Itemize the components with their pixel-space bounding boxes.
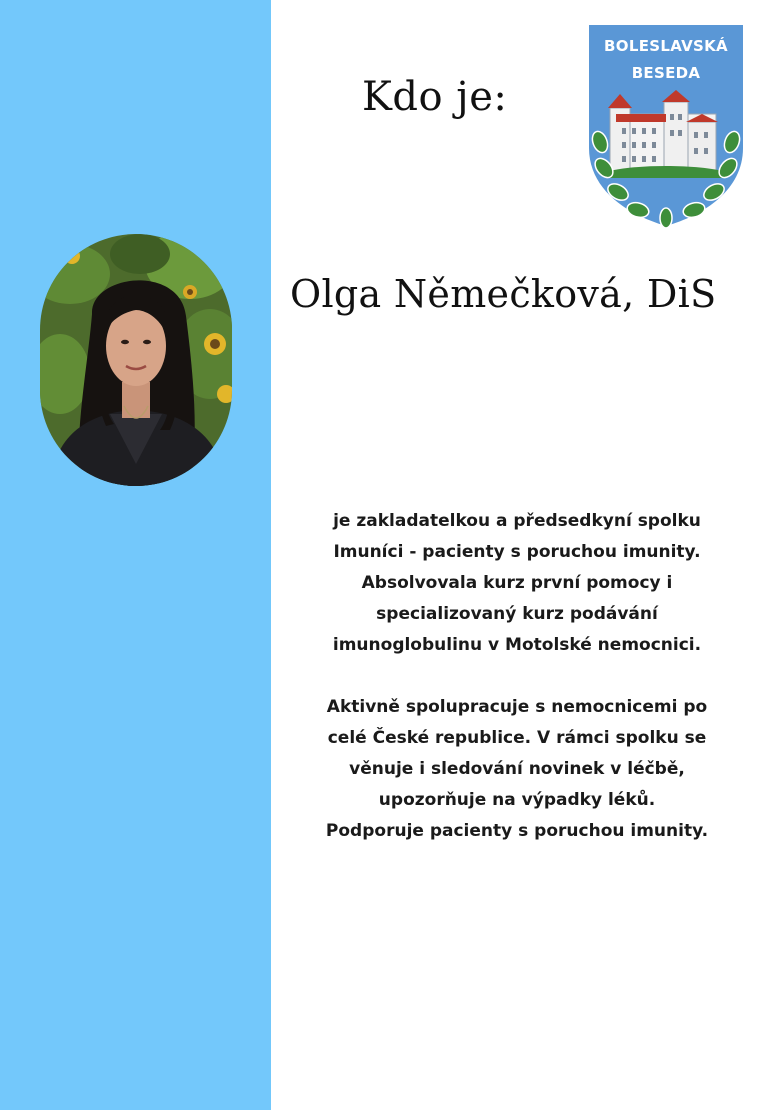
bio-line: věnuje i sledování novinek v léčbě, [349, 759, 685, 779]
bio-line: Podporuje pacienty s poruchou imunity. [325, 821, 709, 841]
bio-line: Absolvovala kurz první pomocy i [361, 573, 673, 593]
boleslavska-beseda-logo [582, 18, 750, 234]
bio-line: upozorňuje na výpadky léků. [378, 790, 656, 810]
bio-line: imunoglobulinu v Motolské nemocnici. [332, 635, 702, 655]
portrait-photo [40, 234, 232, 486]
bio-line: celé České republice. V rámci spolku se [327, 728, 707, 748]
person-name: Olga Němečková, DiS [290, 272, 717, 316]
intro-heading: Kdo je: [362, 74, 508, 120]
bio-line: je zakladatelkou a předsedkyní spolku [333, 511, 701, 531]
sidebar-panel [0, 0, 271, 1110]
logo-line-2: BESEDA [631, 64, 701, 82]
bio-line: specializovaný kurz podávání [376, 604, 658, 624]
bio-line: Imuníci - pacienty s poruchou imunity. [333, 542, 701, 562]
logo-line-1: BOLESLAVSKÁ [604, 37, 728, 55]
bio-paragraph-2 [292, 692, 742, 847]
biography-text [292, 506, 742, 847]
bio-paragraph-1 [292, 506, 742, 661]
bio-line: Aktivně spolupracuje s nemocnicemi po [326, 697, 708, 717]
